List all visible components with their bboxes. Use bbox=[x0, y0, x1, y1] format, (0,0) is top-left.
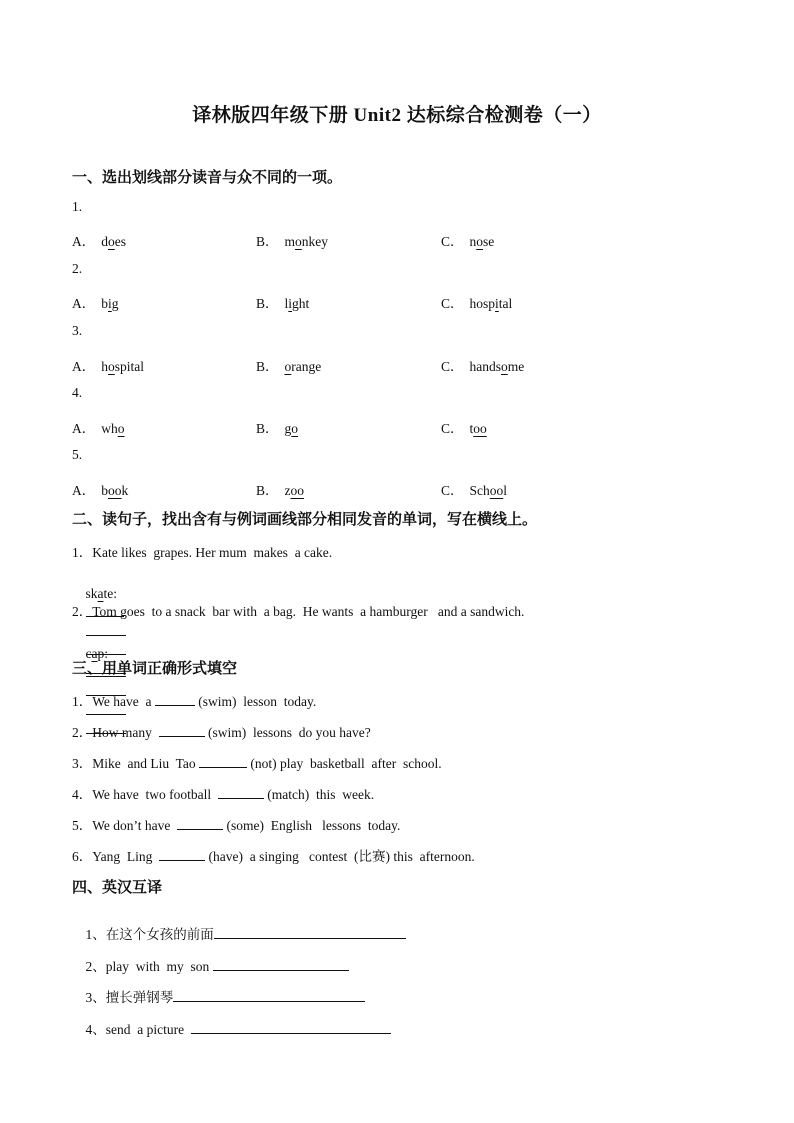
answer-blank[interactable] bbox=[159, 846, 205, 861]
option-b[interactable] bbox=[256, 355, 321, 375]
option-a[interactable] bbox=[72, 355, 144, 375]
section3-item bbox=[72, 845, 475, 865]
option-label: A． bbox=[72, 421, 96, 436]
word-pre: hands bbox=[469, 359, 502, 374]
item-text-before: 6．Yang Ling bbox=[72, 849, 160, 864]
item-text: 1、在这个女孩的前面 bbox=[85, 927, 214, 942]
answer-blank[interactable] bbox=[173, 987, 365, 1002]
page-title: 译林版四年级下册 Unit2 达标综合检测卷（一） bbox=[192, 105, 602, 126]
keyword-underlined: a bbox=[97, 586, 104, 601]
option-c[interactable] bbox=[441, 355, 524, 375]
word-underlined: o bbox=[117, 421, 125, 436]
section3-item bbox=[72, 752, 442, 772]
option-c[interactable] bbox=[441, 479, 507, 499]
option-label: B． bbox=[256, 421, 279, 436]
word-post: se bbox=[483, 234, 495, 249]
word-post: tal bbox=[498, 296, 513, 311]
answer-blank[interactable] bbox=[155, 691, 195, 706]
item-text-after: (have) a singing contest (比赛) this afternoon. bbox=[205, 849, 475, 864]
item-text-after: (not) play basketball after school. bbox=[247, 756, 442, 771]
word-post: es bbox=[114, 234, 126, 249]
word-underlined: o bbox=[284, 359, 292, 374]
section3-item bbox=[72, 814, 400, 834]
item-text-before: 3．Mike and Liu Tao bbox=[72, 756, 200, 771]
item-text: 4、send a picture bbox=[85, 1022, 191, 1037]
word-post: g bbox=[111, 296, 119, 311]
option-label: B． bbox=[256, 483, 279, 498]
word-pre: n bbox=[469, 234, 477, 249]
word-post: k bbox=[121, 483, 129, 498]
section3-item bbox=[72, 783, 374, 803]
option-b[interactable] bbox=[256, 292, 309, 312]
answer-blank[interactable] bbox=[218, 784, 264, 799]
word-pre: b bbox=[101, 483, 108, 498]
section4-item-4 bbox=[72, 1002, 391, 1054]
word-pre: wh bbox=[101, 421, 118, 436]
section2-sentence-1: 1．Kate likes grapes. Her mum makes a cake. bbox=[72, 545, 333, 560]
option-label: C． bbox=[441, 483, 464, 498]
word-underlined: oo bbox=[108, 483, 122, 498]
word-pre: hosp bbox=[469, 296, 496, 311]
word-underlined: o bbox=[291, 421, 299, 436]
item-text-before: 1．We have a bbox=[72, 694, 155, 709]
item-text-before: 2．How many bbox=[72, 725, 159, 740]
section2-heading: 二、读句子，找出含有与例词画线部分相同发音的单词，写在横线上。 bbox=[72, 512, 538, 528]
section3-item bbox=[72, 690, 316, 710]
word-underlined: o bbox=[295, 234, 302, 249]
word-pre: d bbox=[101, 234, 108, 249]
option-a[interactable] bbox=[72, 292, 119, 312]
item-text-after: (swim) lesson today. bbox=[194, 694, 317, 709]
answer-blank[interactable] bbox=[191, 1019, 391, 1034]
item-text-after: (swim) lessons do you have? bbox=[204, 725, 371, 740]
option-label: A． bbox=[72, 234, 96, 249]
option-b[interactable] bbox=[256, 230, 328, 250]
answer-blank[interactable] bbox=[199, 753, 247, 768]
word-post: spital bbox=[114, 359, 144, 374]
option-label: C． bbox=[441, 359, 464, 374]
item-text-before: 4．We have two football bbox=[72, 787, 218, 802]
option-label: B． bbox=[256, 234, 279, 249]
word-underlined: i bbox=[288, 296, 293, 311]
option-label: A． bbox=[72, 359, 96, 374]
word-post: l bbox=[503, 483, 508, 498]
word-post: range bbox=[291, 359, 322, 374]
word-underlined: oo bbox=[489, 483, 504, 498]
word-pre: g bbox=[284, 421, 292, 436]
section1-heading: 一、选出划线部分读音与众不同的一项。 bbox=[72, 170, 343, 186]
word-underlined: o bbox=[108, 359, 115, 374]
section3-item bbox=[72, 721, 371, 741]
option-a[interactable] bbox=[72, 479, 128, 499]
option-b[interactable] bbox=[256, 417, 298, 437]
answer-blank[interactable] bbox=[213, 956, 349, 971]
word-underlined: o bbox=[501, 359, 508, 374]
word-underlined: i bbox=[495, 296, 499, 311]
item-text-before: 5．We don’t have bbox=[72, 818, 178, 833]
section2-sentence-2: 2．Tom goes to a snack bar with a bag. He wants a hamburger and a sandwich. bbox=[72, 604, 525, 619]
keyword-post: te: bbox=[103, 586, 118, 601]
question-number: 4. bbox=[72, 385, 83, 400]
option-label: B． bbox=[256, 296, 279, 311]
section4-heading: 四、英汉互译 bbox=[72, 880, 163, 896]
word-underlined: oo bbox=[290, 483, 305, 498]
word-pre: b bbox=[101, 296, 108, 311]
question-number: 2. bbox=[72, 261, 83, 276]
option-label: A． bbox=[72, 296, 96, 311]
option-c[interactable] bbox=[441, 292, 512, 312]
option-label: C． bbox=[441, 296, 464, 311]
word-underlined: o bbox=[476, 234, 484, 249]
keyword-pre: c bbox=[85, 646, 92, 661]
word-underlined: i bbox=[108, 296, 112, 311]
word-pre: m bbox=[284, 234, 296, 249]
keyword-pre: sk bbox=[85, 586, 98, 601]
word-post: ght bbox=[292, 296, 310, 311]
option-a[interactable] bbox=[72, 417, 125, 437]
question-number: 5. bbox=[72, 447, 83, 462]
option-label: C． bbox=[441, 421, 464, 436]
option-c[interactable] bbox=[441, 417, 487, 437]
word-pre: h bbox=[101, 359, 108, 374]
question-number: 1. bbox=[72, 199, 83, 214]
question-number: 3. bbox=[72, 323, 83, 338]
answer-blank[interactable] bbox=[159, 722, 205, 737]
item-text-after: (match) this week. bbox=[263, 787, 375, 802]
option-c[interactable] bbox=[441, 230, 494, 250]
item-text: 2、play with my son bbox=[85, 959, 213, 974]
word-pre: Sch bbox=[469, 483, 490, 498]
keyword-post: p: bbox=[97, 646, 109, 661]
keyword-underlined: a bbox=[91, 646, 98, 661]
option-label: C． bbox=[441, 234, 464, 249]
word-pre: t bbox=[469, 421, 474, 436]
word-underlined: oo bbox=[473, 421, 487, 436]
word-underlined: o bbox=[108, 234, 115, 249]
word-post: nkey bbox=[301, 234, 329, 249]
section3-heading: 三、用单词正确形式填空 bbox=[72, 661, 238, 677]
item-text-after: (some) English lessons today. bbox=[223, 818, 401, 833]
option-label: B． bbox=[256, 359, 279, 374]
option-a[interactable] bbox=[72, 230, 126, 250]
answer-blank[interactable] bbox=[177, 815, 223, 830]
option-b[interactable] bbox=[256, 479, 304, 499]
word-pre: z bbox=[284, 483, 291, 498]
answer-blank[interactable] bbox=[214, 924, 406, 939]
option-label: A． bbox=[72, 483, 96, 498]
word-post: me bbox=[507, 359, 525, 374]
item-text: 3、擅长弹钢琴 bbox=[85, 990, 174, 1005]
word-pre: l bbox=[284, 296, 289, 311]
